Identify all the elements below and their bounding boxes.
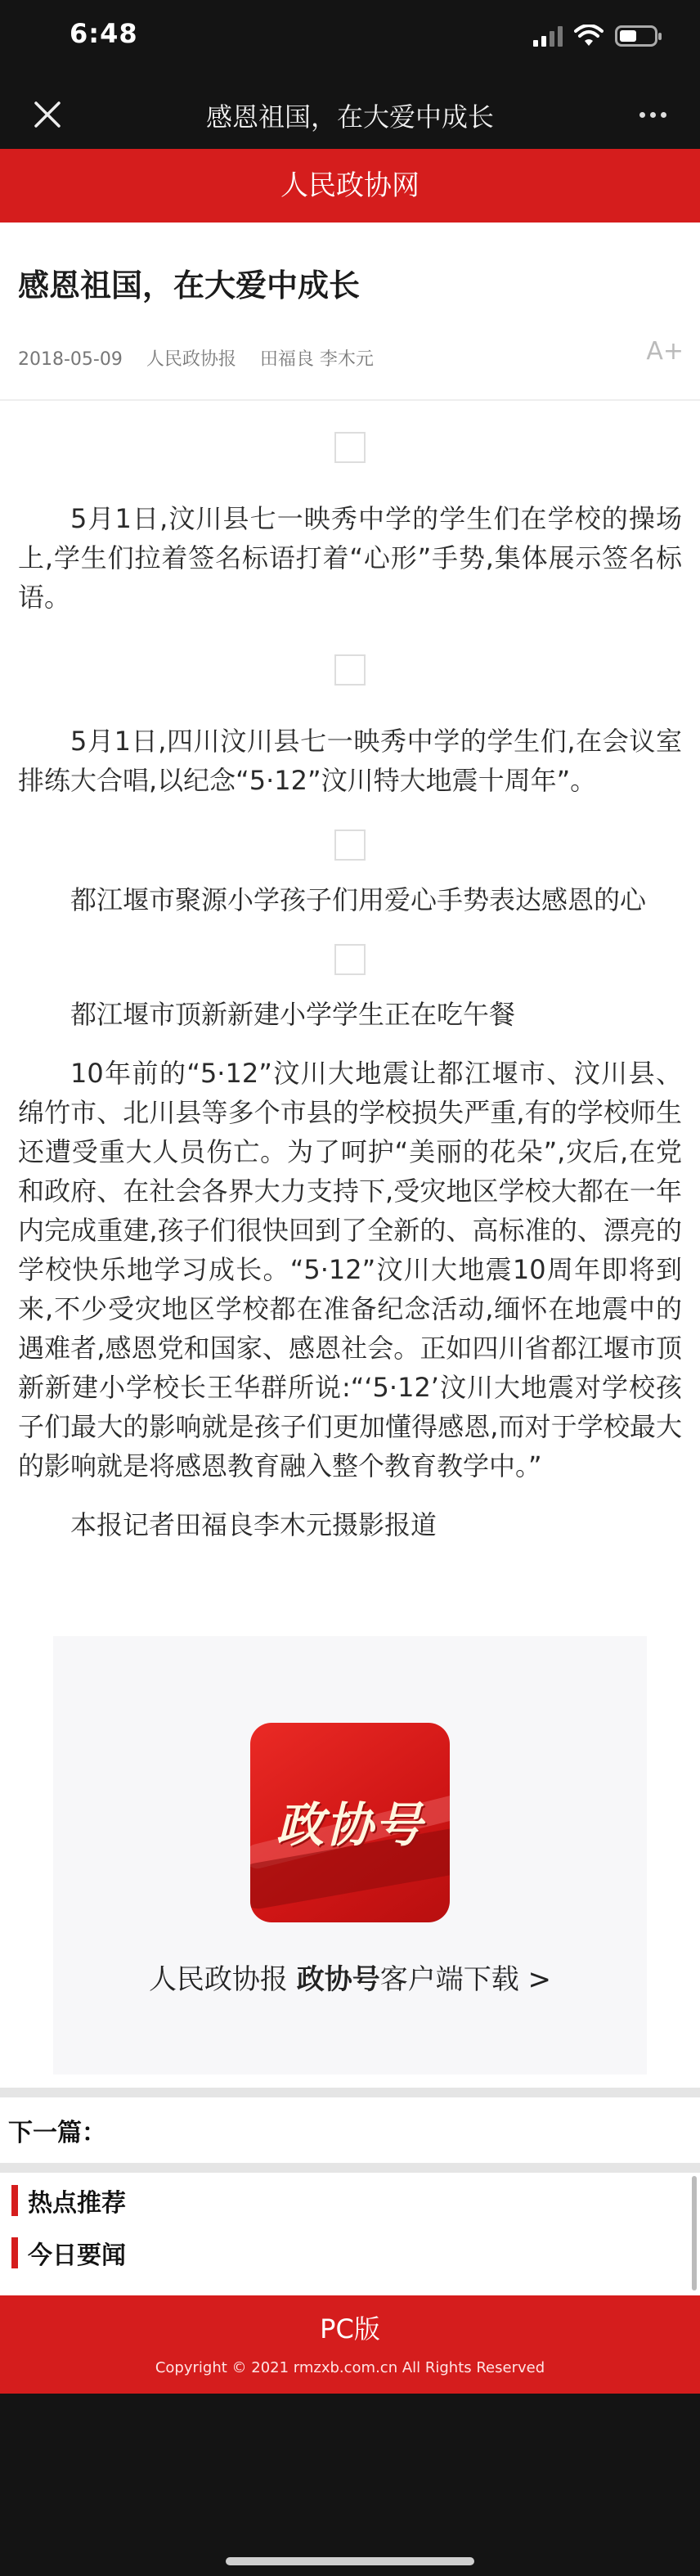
wifi-icon (574, 25, 604, 47)
more-icon[interactable] (635, 97, 671, 133)
article-title: 感恩祖国，在大爱中成长 (18, 267, 361, 303)
nav-bar (0, 82, 700, 149)
article-paragraph: 10年前的“5·12”汶川大地震让都江堰市、汶川县、绵竹市、北川县等多个市县的学校损失严重,有的学校师生还遭受重大人员伤亡。为了呵护“美丽的花朵”,灾后,在党和政府、在社会各界大力支持下,受灾地区学校大都在一年内完成重建,孩子们很快回到了全新的、高标准的、漂亮的学校快乐地学习成长。“5·12”汶川大地震10周年即将到来,不少受灾地区学校都在准备纪念活动,缅怀在地震中的遇难者,感恩党和国家、感恩社会。正如四川省都江堰市顶新新建小学校长王华群所说:“‘5·12’汶川大地震对学校孩子们最大的影响就是孩子们更加懂得感恩,而对于学校最大的影响就是将感恩教育融入整个教育教学中。” (18, 1058, 682, 1481)
article-paragraph: 都江堰市顶新新建小学学生正在吃午餐 (70, 999, 516, 1030)
scrollbar[interactable] (692, 2176, 697, 2291)
bottom-area (0, 2394, 700, 2576)
image-placeholder (334, 944, 366, 975)
next-article-label[interactable]: 下一篇： (8, 2119, 106, 2147)
section-marker (11, 2237, 18, 2268)
image-placeholder (334, 432, 366, 463)
site-header[interactable]: 人民政协网 (0, 149, 700, 223)
article-paragraph: 本报记者田福良李木元摄影报道 (70, 1509, 438, 1540)
app-logo-text: 政协号 (276, 1797, 424, 1853)
divider (0, 2163, 700, 2173)
promo-suffix: 客户端下载 > (379, 1963, 552, 1996)
section-hot-recommend[interactable] (11, 2184, 126, 2217)
app-download-link[interactable] (53, 1957, 647, 1997)
status-bar (0, 0, 700, 82)
article-meta (18, 345, 682, 373)
article-paragraph: 5月1日,汶川县七一映秀中学的学生们在学校的操场上,学生们拉着签名标语打着“心形”手势,集体展示签名标语。 (18, 503, 682, 613)
app-logo (250, 1723, 450, 1922)
section-hot-label: 热点推荐 (28, 2189, 126, 2218)
article-content (18, 432, 682, 1544)
section-marker (11, 2185, 18, 2216)
section-today-news[interactable] (11, 2237, 126, 2269)
article-authors: 田福良 李木元 (259, 349, 374, 370)
article-source: 人民政协报 (146, 349, 236, 370)
image-placeholder (334, 654, 366, 686)
font-size-button[interactable]: A+ (646, 337, 684, 366)
signal-icon (533, 25, 563, 47)
footer (0, 2295, 700, 2394)
copyright-text: Copyright © 2021 rmzxb.com.cn All Rights Reserved (155, 2359, 545, 2376)
divider (0, 399, 700, 401)
image-placeholder (334, 829, 366, 861)
section-today-label: 今日要闻 (28, 2241, 126, 2270)
promo-brand: 政协号 (296, 1963, 380, 1996)
article-paragraph: 都江堰市聚源小学孩子们用爱心手势表达感恩的心 (70, 884, 647, 915)
app-download-promo[interactable] (53, 1636, 647, 2075)
divider (0, 2088, 700, 2097)
status-icons (533, 25, 657, 47)
promo-prefix: 人民政协报 (148, 1963, 297, 1996)
home-indicator[interactable] (226, 2557, 474, 2565)
battery-icon (615, 25, 657, 47)
nav-title: 感恩祖国，在大爱中成长 (205, 101, 494, 133)
article-date: 2018-05-09 (18, 349, 123, 370)
status-time: 6:48 (70, 18, 138, 49)
article-paragraph: 5月1日,四川汶川县七一映秀中学的学生们,在会议室排练大合唱,以纪念“5·12”汶川特大地震十周年”。 (18, 726, 682, 796)
pc-version-link[interactable]: PC版 (320, 2313, 380, 2344)
